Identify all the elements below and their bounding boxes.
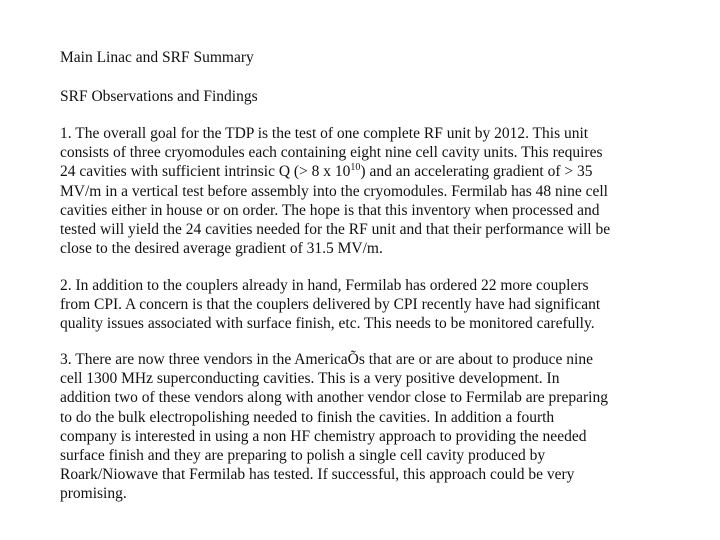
document-title: Main Linac and SRF Summary	[60, 49, 254, 66]
paragraph-line: promising.	[60, 485, 127, 503]
paragraph-line: addition two of these vendors along with another vendor close to Fermilab are preparing	[60, 389, 608, 407]
exponent: 10	[350, 162, 361, 174]
paragraph-line: to do the bulk electropolishing needed to finish the cavities. In addition a fourth	[60, 408, 555, 426]
paragraph-line: Roark/Niowave that Fermilab has tested. If successful, this approach could be very	[60, 466, 575, 484]
paragraph-line: 1. The overall goal for the TDP is the test of one complete RF unit by 2012. This unit	[60, 125, 589, 142]
paragraph-line: cell 1300 MHz superconducting cavities. This is a very positive development. In	[60, 370, 560, 388]
paragraph-line: surface finish and they are preparing to polish a single cell cavity produced by	[60, 447, 546, 465]
paragraph-line: from CPI. A concern is that the couplers delivered by CPI recently have had significant	[60, 296, 601, 314]
paragraph-line: consists of three cryomodules each containing eight nine cell cavity units. This requires	[60, 144, 603, 162]
paragraph-line: company is interested in using a non HF chemistry approach to providing the needed	[60, 427, 587, 445]
paragraph-line: 3. There are now three vendors in the AmericaÕs that are or are about to produce nine	[60, 351, 593, 368]
paragraph-line: tested will yield the 24 cavities needed for the RF unit and that their performance will be	[60, 221, 611, 239]
paragraph-line: 2. In addition to the couplers already in hand, Fermilab has ordered 22 more couplers	[60, 277, 589, 294]
paragraph-3	[60, 350, 700, 504]
paragraph-1	[60, 124, 700, 258]
paragraph-line: MV/m in a vertical test before assembly into the cryomodules. Fermilab has 48 nine cell	[60, 182, 608, 200]
paragraph-line: quality issues associated with surface finish, etc. This needs to be monitored carefully.	[60, 315, 595, 333]
line-text-before-exponent: 24 cavities with sufficient intrinsic Q (> 8 x 10	[60, 163, 351, 181]
paragraph-line: cavities either in house or on order. The hope is that this inventory when processed and	[60, 201, 600, 219]
paragraph-line-with-exponent	[60, 162, 700, 181]
paragraph-line: close to the desired average gradient of 31.5 MV/m.	[60, 240, 383, 258]
paragraph-2	[60, 276, 700, 334]
section-heading: SRF Observations and Findings	[60, 88, 258, 105]
line-text-after-exponent: ) and an accelerating gradient of > 35	[360, 163, 593, 181]
